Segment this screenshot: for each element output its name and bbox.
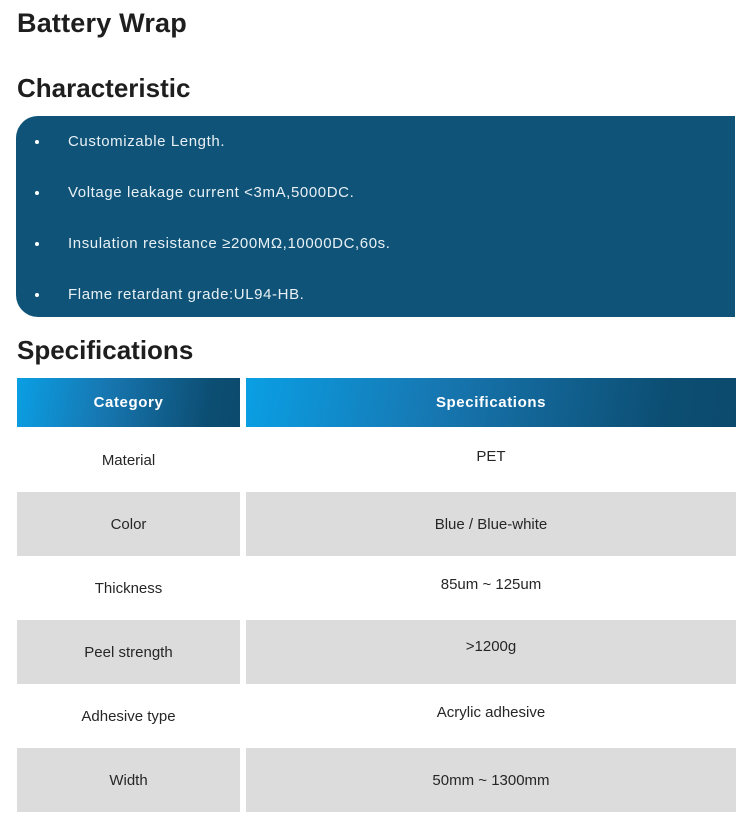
cell-text: Color — [110, 515, 147, 533]
table-cell-value — [246, 556, 736, 620]
specifications-table — [17, 378, 736, 812]
table-row — [17, 556, 736, 620]
cell-text: Width — [109, 771, 148, 789]
bullet-icon — [35, 191, 39, 195]
page-title: Battery Wrap — [17, 8, 187, 38]
column-header-category: Category — [17, 378, 240, 427]
table-cell-value — [246, 684, 736, 748]
column-header-specifications: Specifications — [246, 378, 736, 427]
cell-text: PET — [476, 447, 506, 465]
table-cell-category — [17, 556, 240, 620]
characteristic-panel — [16, 116, 735, 317]
cell-text: Acrylic adhesive — [436, 703, 546, 721]
table-row — [17, 684, 736, 748]
cell-text: 85um ~ 125um — [440, 575, 542, 593]
table-cell-category — [17, 748, 240, 812]
table-cell-value — [246, 748, 736, 812]
table-cell-category — [17, 428, 240, 492]
bullet-icon — [35, 140, 39, 144]
table-cell-value — [246, 428, 736, 492]
table-cell-category — [17, 492, 240, 556]
cell-text: Peel strength — [84, 643, 173, 661]
cell-text: 50mm ~ 1300mm — [432, 771, 550, 789]
cell-text: Material — [101, 451, 156, 469]
bullet-icon — [35, 293, 39, 297]
table-cell-category — [17, 620, 240, 684]
table-row — [17, 620, 736, 684]
characteristic-item-text: Voltage leakage current <3mA,5000DC. — [68, 184, 355, 201]
specifications-heading: Specifications — [17, 335, 194, 365]
table-row — [17, 492, 736, 556]
characteristic-item-text: Flame retardant grade:UL94-HB. — [68, 286, 305, 303]
table-row — [17, 748, 736, 812]
cell-text: Thickness — [94, 579, 163, 597]
characteristic-item-text: Customizable Length. — [68, 133, 226, 150]
characteristic-item-text: Insulation resistance ≥200MΩ,10000DC,60s. — [68, 235, 391, 252]
characteristic-item — [16, 283, 735, 307]
bullet-icon — [35, 242, 39, 246]
characteristic-item — [16, 130, 735, 154]
cell-text: >1200g — [465, 637, 517, 655]
table-header-row — [17, 378, 736, 427]
characteristic-item — [16, 232, 735, 256]
table-row — [17, 428, 736, 492]
table-cell-value — [246, 620, 736, 684]
cell-text: Adhesive type — [81, 707, 176, 725]
table-cell-category — [17, 684, 240, 748]
cell-text: Blue / Blue-white — [434, 515, 548, 533]
table-cell-value — [246, 492, 736, 556]
characteristic-item — [16, 181, 735, 205]
characteristic-heading: Characteristic — [17, 73, 191, 103]
